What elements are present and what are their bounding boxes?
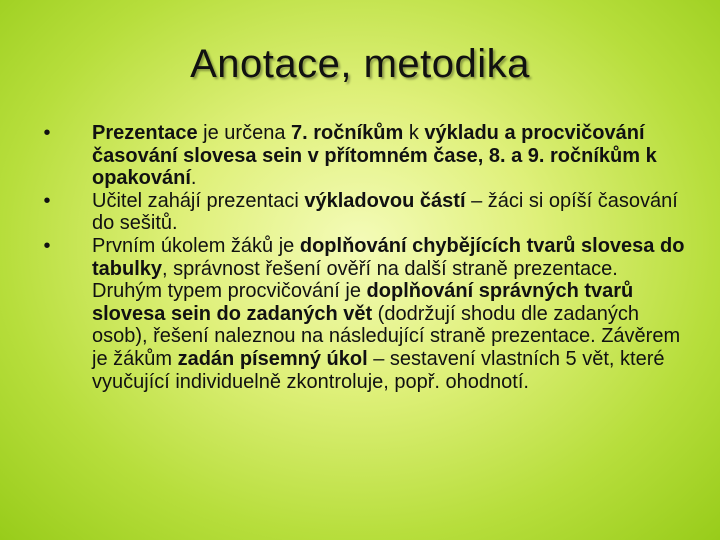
text-run: – žáci si opíší časování do sešitů. [92, 189, 678, 235]
text-run: . [190, 167, 197, 190]
text-run: k [403, 122, 425, 144]
bold-text-run: výkladovou částí [304, 189, 466, 212]
text-run: Prvním úkolem žáků je [92, 234, 300, 257]
bullet-item [40, 190, 690, 235]
bullet-marker: • [43, 234, 51, 257]
bullet-item [40, 235, 690, 393]
bold-text-run: Prezentace [92, 122, 198, 144]
bullet-item [40, 122, 690, 190]
bullet-marker: • [43, 122, 51, 144]
bullet-marker: • [43, 189, 51, 212]
text-run: (dodržují shodu dle zadaných osob), řešení naleznou na následující straně prezentace. Závěrem je žákům [92, 302, 681, 370]
bold-text-run: výkladu a procvičování časování slovesa sein v přítomném čase, 8. a 9. ročníkům k opakování [92, 122, 657, 190]
bold-text-run: doplňování správných tvarů slovesa sein do zadaných vět [92, 280, 634, 325]
text-run: – sestavení vlastních 5 vět, které vyučující individuelně zkontroluje, popř. ohodnotí. [92, 347, 665, 393]
text-run: Učitel zahájí prezentaci [92, 189, 305, 212]
bold-text-run: 7. ročníkům [291, 122, 404, 144]
text-run: , správnost řešení ověří na další straně prezentace. Druhým typem procvičování je [92, 257, 618, 303]
bold-text-run: doplňování chybějících tvarů slovesa do tabulky [92, 234, 685, 280]
bullet-list [40, 122, 690, 393]
slide-title: Anotace, metodika [190, 42, 530, 86]
text-run: je určena [197, 122, 292, 144]
bold-text-run: zadán písemný úkol [177, 347, 368, 370]
